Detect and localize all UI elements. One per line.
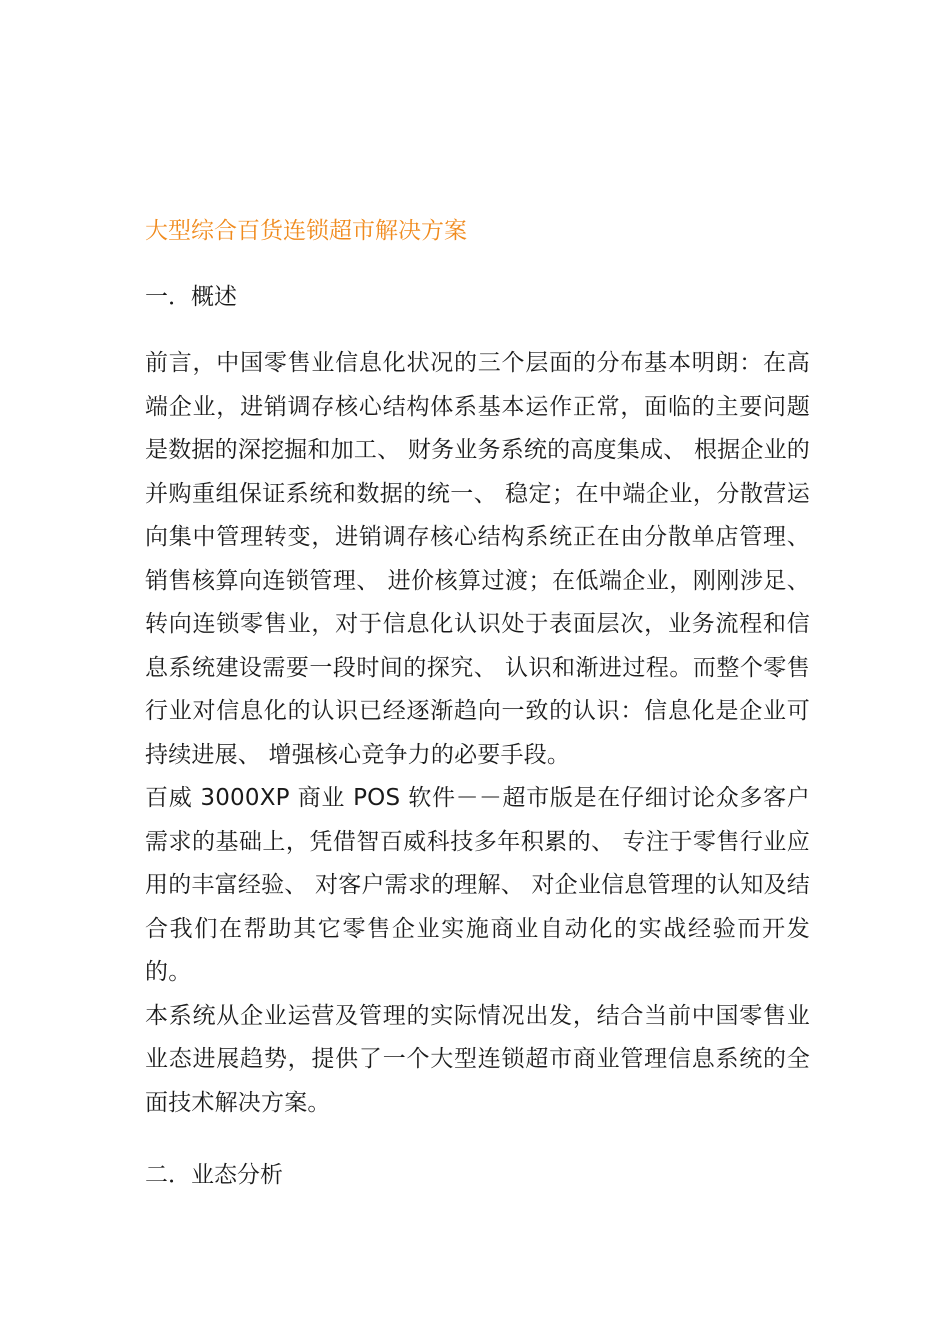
section-heading-business-analysis: 二．业态分析 bbox=[145, 1162, 283, 1188]
section-heading-overview: 一．概述 bbox=[145, 284, 237, 310]
paragraph-product: 百威 3000XP 商业 POS 软件－－超市版是在仔细讨论众多客户需求的基础上，凭借智百威科技多年积累的、 专注于零售行业应用的丰富经验、 对客户需求的理解、 对企业信息管理的认知及结合我们在帮助其它零售企业实施商业自动化的实战经验而开发的。 bbox=[145, 785, 810, 985]
document-body bbox=[145, 213, 810, 1193]
paragraph-preface: 前言，中国零售业信息化状况的三个层面的分布基本明朗：在高端企业，进销调存核心结构体系基本运作正常，面临的主要问题是数据的深挖掘和加工、 财务业务系统的高度集成、 根据企业的并购重组保证系统和数据的统一、 稳定；在中端企业，分散营运向集中管理转变，进销调存核心结构系统正在由分散单店管理、 销售核算向连锁管理、 进价核算过渡；在低端企业，刚刚涉足、 转向连锁零售业，对于信息化认识处于表面层次，业务流程和信息系统建设需要一段时间的探究、 认识和渐进过程。而整个零售行业对信息化的认识已经逐渐趋向一致的认识：信息化是企业可持续进展、 增强核心竞争力的必要手段。 bbox=[145, 350, 810, 768]
paragraph-system: 本系统从企业运营及管理的实际情况出发，结合当前中国零售业业态进展趋势，提供了一个大型连锁超市商业管理信息系统的全面技术解决方案。 bbox=[145, 1002, 810, 1116]
document-title: 大型综合百货连锁超市解决方案 bbox=[145, 218, 467, 244]
